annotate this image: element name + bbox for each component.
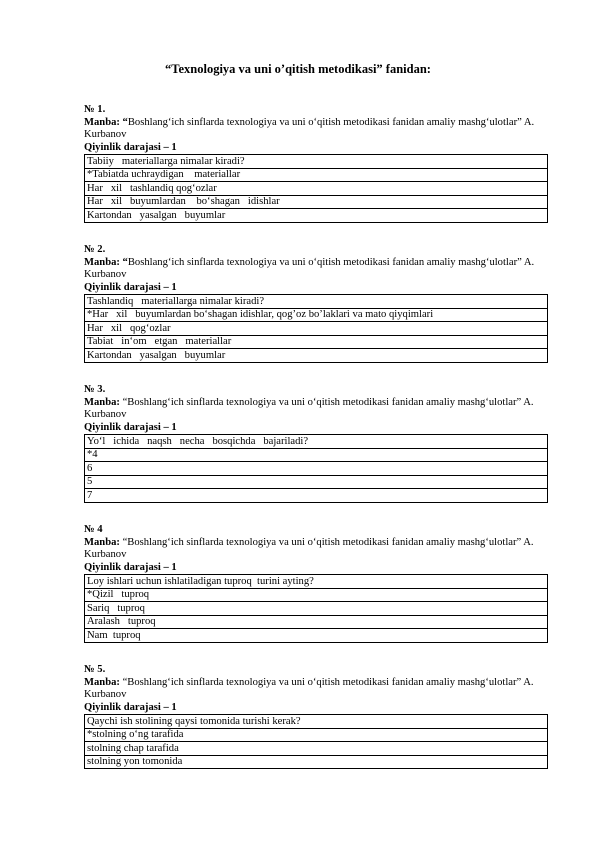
answer-table [84,714,548,769]
answer-option: Har xil buyumlardan bo‘shagan idishlar [85,195,548,209]
answer-option: *Tabiatda uchraydigan materiallar [85,168,548,182]
answer-row [85,602,548,616]
answer-option: 7 [85,489,548,503]
source-text: “Boshlang‘ich sinflarda texnologiya va uni o‘qitish metodikasi fanidan amaliy mashg‘ulotlar” A. Kurbanov [84,396,534,421]
question-block [84,664,548,769]
answer-option: Har xil tashlandiq qog‘ozlar [85,182,548,196]
answer-row [85,168,548,182]
answer-option: 5 [85,475,548,489]
source-text: Boshlang‘ich sinflarda texnologiya va uni o‘qitish metodikasi fanidan amaliy mashg‘ulotlar” A. Kurbanov [84,116,535,141]
question-source [84,117,548,142]
question-block [84,104,548,223]
answer-row [85,182,548,196]
question-number: № 5. [84,664,106,675]
answer-option: Sariq tuproq [85,602,548,616]
answer-row [85,308,548,322]
answer-table [84,434,548,503]
difficulty-level: Qiyinlik darajasi – 1 [84,421,177,433]
answer-table [84,154,548,223]
question-block [84,524,548,643]
question-number: № 2. [84,244,106,255]
question-text: Tashlandiq materiallarga nimalar kiradi? [85,295,548,309]
answer-row [85,615,548,629]
answer-row [85,629,548,643]
answer-row [85,728,548,742]
answer-row [85,209,548,223]
answer-option: Aralash tuproq [85,615,548,629]
source-text: “Boshlang‘ich sinflarda texnologiya va uni o‘qitish metodikasi fanidan amaliy mashg‘ulotlar” A. Kurbanov [84,676,534,701]
answer-row [85,462,548,476]
answer-option: *Har xil buyumlardan bo‘shagan idishlar, qog’oz bo’laklari va mato qiyqimlari [85,308,548,322]
answer-option: Tabiat in‘om etgan materiallar [85,335,548,349]
question-text: Tabiiy materiallarga nimalar kiradi? [85,155,548,169]
question-text: Qaychi ish stolining qaysi tomonida turishi kerak? [85,715,548,729]
question-text: Loy ishlari uchun ishlatiladigan tuproq turini ayting? [85,575,548,589]
source-label: Manba: [84,676,123,688]
answer-option: Har xil qog‘ozlar [85,322,548,336]
question-number: № 3. [84,384,106,395]
question-row [85,575,548,589]
difficulty-level: Qiyinlik darajasi – 1 [84,141,177,153]
question-row [85,155,548,169]
question-source [84,397,548,422]
answer-option: *4 [85,448,548,462]
answer-table [84,574,548,643]
source-label: Manba: [84,396,123,408]
question-number: № 1. [84,104,106,115]
answer-row [85,322,548,336]
source-text: Boshlang‘ich sinflarda texnologiya va uni o‘qitish metodikasi fanidan amaliy mashg‘ulotlar” A. Kurbanov [84,256,535,281]
answer-row [85,335,548,349]
answer-option: Kartondan yasalgan buyumlar [85,209,548,223]
question-block [84,384,548,503]
answer-row [85,448,548,462]
difficulty-level: Qiyinlik darajasi – 1 [84,701,177,713]
question-block [84,244,548,363]
difficulty-level: Qiyinlik darajasi – 1 [84,281,177,293]
question-source [84,677,548,702]
page-title: “Texnologiya va uni o’qitish metodikasi” fanidan: [165,62,431,76]
question-source [84,537,548,562]
question-row [85,435,548,449]
answer-row [85,195,548,209]
question-number: № 4 [84,524,103,535]
answer-row [85,489,548,503]
answer-option: *Qizil tuproq [85,588,548,602]
answer-option: 6 [85,462,548,476]
question-text: Yo‘l ichida naqsh necha bosqichda bajariladi? [85,435,548,449]
answer-option: Nam tuproq [85,629,548,643]
source-text: “Boshlang‘ich sinflarda texnologiya va uni o‘qitish metodikasi fanidan amaliy mashg‘ulotlar” A. Kurbanov [84,536,534,561]
answer-option: stolning chap tarafida [85,742,548,756]
answer-row [85,742,548,756]
answer-row [85,349,548,363]
answer-row [85,475,548,489]
difficulty-level: Qiyinlik darajasi – 1 [84,561,177,573]
answer-option: *stolning o‘ng tarafida [85,728,548,742]
question-row [85,715,548,729]
question-row [85,295,548,309]
source-label: Manba: “ [84,256,128,268]
answer-row [85,588,548,602]
answer-table [84,294,548,363]
source-label: Manba: “ [84,116,128,128]
answer-option: Kartondan yasalgan buyumlar [85,349,548,363]
answer-option: stolning yon tomonida [85,755,548,769]
question-source [84,257,548,282]
answer-row [85,755,548,769]
source-label: Manba: [84,536,123,548]
